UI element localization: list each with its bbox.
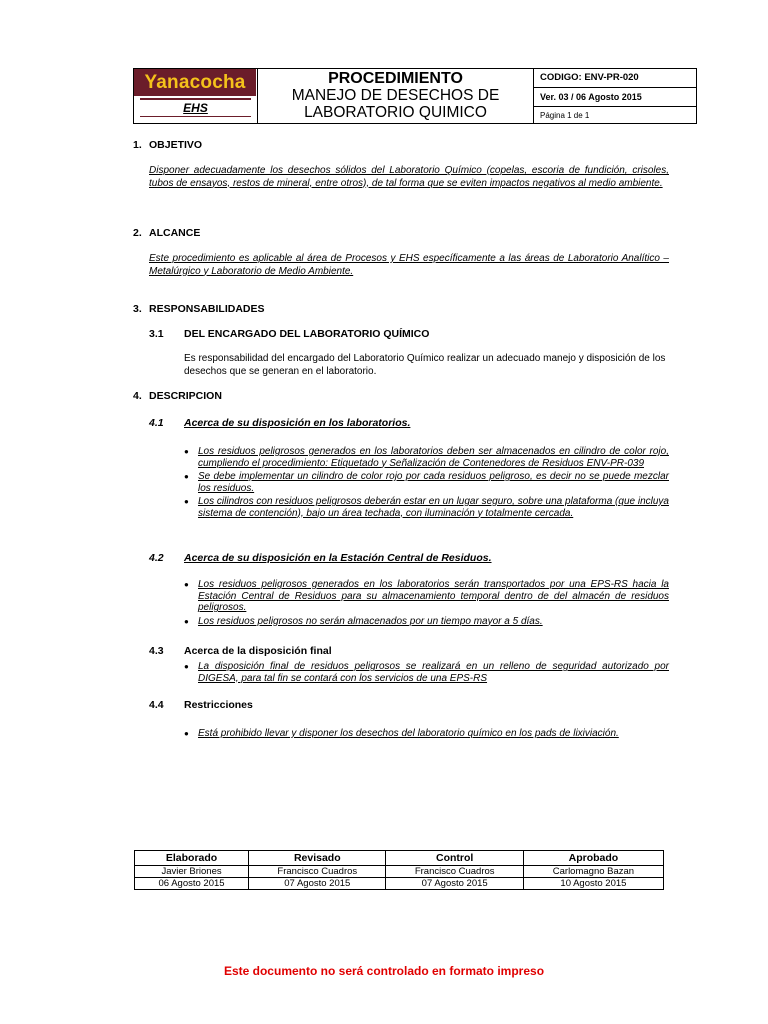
document-code: CODIGO: ENV-PR-020 xyxy=(534,69,696,88)
name-cell: Carlomagno Bazan xyxy=(523,866,663,878)
section-heading-objetivo: 1. OBJETIVO xyxy=(133,139,203,151)
list-item: ● Se debe implementar un cilindro de color rojo por cada residuos peligroso, es decir no se puede mezclar los residuos. xyxy=(184,471,669,494)
company-logo: Yanacocha xyxy=(134,69,256,96)
control-notice: Este documento no será controlado en formato impreso xyxy=(223,964,545,978)
list-item: ● Está prohibido llevar y disponer los desechos del laboratorio químico en los pads de lixiviación. xyxy=(184,728,669,740)
subsection-heading-3-1: 3.1 DEL ENCARGADO DEL LABORATORIO QUÍMICO xyxy=(149,328,430,340)
subsection-heading-4-4: 4.4 Restricciones xyxy=(149,699,253,711)
list-item: ● Los residuos peligrosos generados en los laboratorios deben ser almacenados en cilindro de color rojo, cumpliendo el procedimiento: Etiquetado y Señalización de Contenedores de Residuos ENV-PR-039 xyxy=(184,446,669,469)
header-elaborado: Elaborado xyxy=(135,851,249,866)
header-aprobado: Aprobado xyxy=(523,851,663,866)
table-header-row xyxy=(135,851,664,866)
date-cell: 10 Agosto 2015 xyxy=(523,878,663,890)
list-item: ● La disposición final de residuos peligrosos se realizará en un relleno de seguridad autorizado por DIGESA, para tal fin se contará con los servicios de una EPS-RS xyxy=(184,661,669,684)
list-4-4 xyxy=(184,728,669,742)
name-cell: Francisco Cuadros xyxy=(386,866,523,878)
subsection-heading-4-2: 4.2 Acerca de su disposición en la Estación Central de Residuos. xyxy=(149,552,492,564)
list-4-3 xyxy=(184,661,669,686)
title-cell xyxy=(258,69,534,123)
name-cell: Francisco Cuadros xyxy=(249,866,386,878)
section-heading-alcance: 2. ALCANCE xyxy=(133,227,201,239)
table-row xyxy=(135,878,664,890)
date-cell: 07 Agosto 2015 xyxy=(386,878,523,890)
code-cell xyxy=(534,69,696,123)
list-item: ● Los residuos peligrosos generados en los laboratorios serán transportados por una EPS-RS hacia la Estación Central de Residuos para su almacenamiento temporal dentro de del almacén de residuos peligrosos. xyxy=(184,579,669,614)
department-label: EHS xyxy=(183,101,208,115)
header-control: Control xyxy=(386,851,523,866)
document-title-line2: LABORATORIO QUIMICO xyxy=(304,104,487,121)
alcance-text: Este procedimiento es aplicable al área de Procesos y EHS específicamente a las áreas de Laboratorio Analítico – Metalúrgico y Laboratorio de Medio Ambiente. xyxy=(149,253,669,277)
table-row xyxy=(135,866,664,878)
page-number: Página 1 de 1 xyxy=(540,111,590,120)
subsection-heading-4-1: 4.1 Acerca de su disposición en los laboratorios. xyxy=(149,417,411,429)
date-cell: 07 Agosto 2015 xyxy=(249,878,386,890)
document-title-line1: MANEJO DE DESECHOS DE xyxy=(291,87,500,104)
section-heading-descripcion: 4. DESCRIPCION xyxy=(133,390,222,402)
document-version: Ver. 03 / 06 Agosto 2015 xyxy=(534,88,696,107)
header-revisado: Revisado xyxy=(249,851,386,866)
document-header xyxy=(133,68,697,124)
document-type: PROCEDIMIENTO xyxy=(328,70,463,87)
objetivo-text: Disponer adecuadamente los desechos sólidos del Laboratorio Químico (copelas, escoria de fundición, crisoles, tubos de ensayos, restos de mineral, entre otros), de tal forma que se eviten impactos negativos al medio ambiente. xyxy=(149,165,669,189)
list-4-2 xyxy=(184,579,669,629)
name-cell: Javier Briones xyxy=(135,866,249,878)
date-cell: 06 Agosto 2015 xyxy=(135,878,249,890)
list-item: ● Los cilindros con residuos peligrosos deberán estar en un lugar seguro, sobre una plataforma (que incluya sistema de contención), bajo un área techada, con iluminación y totalmente cercada. xyxy=(184,496,669,519)
section-heading-responsabilidades: 3. RESPONSABILIDADES xyxy=(133,303,265,315)
list-4-1 xyxy=(184,446,669,521)
logo-cell xyxy=(134,69,258,123)
list-item: ● Los residuos peligrosos no serán almacenados por un tiempo mayor a 5 días. xyxy=(184,616,669,628)
approval-table xyxy=(134,850,664,890)
subsection-heading-4-3: 4.3 Acerca de la disposición final xyxy=(149,645,332,657)
responsabilidades-text: Es responsabilidad del encargado del Laboratorio Químico realizar un adecuado manejo y disposición de los desechos que se generan en el laboratorio. xyxy=(184,353,666,377)
